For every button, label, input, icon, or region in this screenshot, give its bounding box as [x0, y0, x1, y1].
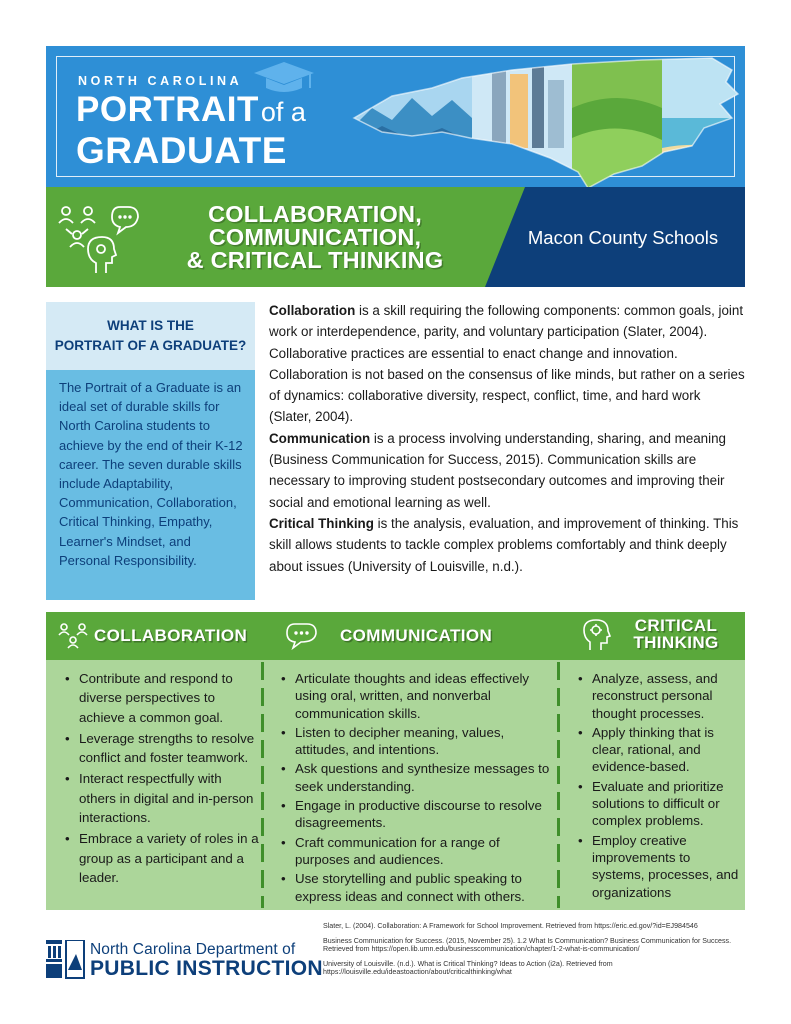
communication-list [279, 670, 557, 907]
list-item: • Employ creative improvements to systems, processes, and organizations [576, 832, 742, 901]
list-item: • Embrace a variety of roles in a group as a participant and a leader. [63, 829, 259, 887]
definition-term: Communication [269, 430, 371, 446]
column-divider [557, 662, 560, 908]
list-item: • Leverage strengths to resolve conflict and foster teamwork. [63, 729, 259, 768]
title-graduate: GRADUATE [76, 130, 287, 171]
banner-title-line: COMMUNICATION, [208, 224, 422, 250]
sidebar-body: The Portrait of a Graduate is an ideal set of durable skills for North Carolina students to achieve by the end of their K-12 career. The seven durable skills include Adaptability, Communication, Collaboration, Critical Thinking, Empathy, Learner's Mindset, and Personal Responsibility. [46, 370, 255, 600]
collaboration-title: COLLABORATION [94, 626, 248, 645]
list-item: • Interact respectfully with others in digital and in-person interactions. [63, 769, 259, 827]
title-connector: of a [260, 97, 306, 127]
definition-text: is the analysis, evaluation, and improvement of thinking. This skill allows students to tackle complex problems comfortably and think deeply about issues (University of Louisville, n.d.). [269, 515, 739, 574]
org-name-line1: North Carolina Department of [90, 941, 296, 958]
state-label: NORTH CAROLINA [78, 74, 243, 88]
banner-title [158, 203, 472, 272]
list-item: • Contribute and respond to diverse perspectives to achieve a common goal. [63, 669, 259, 727]
people-network-icon [58, 622, 88, 650]
definition-text: is a skill requiring the following components: common goals, joint work or interdependence, parity, and voluntary participation (Slater, 2004). Collaborative practices are essential to enact change and innovation. Collaboration is not based on the consensus of like minds, but rather on a series of dynamics: collaborative diversity, respect, conflict, time, and hard work (Slater, 2004). [269, 303, 745, 425]
critical-thinking-title-line: THINKING [633, 633, 719, 652]
definition-communication [269, 428, 745, 513]
definition-critical-thinking [269, 513, 745, 577]
critical-thinking-list [576, 670, 742, 903]
sidebar-heading-line: PORTRAIT OF A GRADUATE? [54, 338, 247, 353]
definition-text: is a process involving understanding, sharing, and meaning (Business Communication for Success, 2015). Communication skills are necessary to improving student postsecondary outcomes and improving their social and emotional learning as well. [269, 430, 727, 510]
skills-banner [46, 187, 745, 287]
org-name-line2: PUBLIC INSTRUCTION [90, 957, 323, 980]
collaboration-list [63, 669, 259, 889]
sidebar-heading-line: WHAT IS THE [107, 318, 194, 333]
definitions-text [269, 300, 745, 577]
title-main: PORTRAIT [76, 90, 259, 129]
banner-title-line: COLLABORATION, [208, 201, 422, 227]
list-item: • Engage in productive discourse to resolve disagreements. [279, 797, 557, 832]
definition-term: Critical Thinking [269, 515, 374, 531]
head-gear-icon [582, 618, 612, 652]
reference-item: Business Communication for Success. (2015, November 25). 1.2 What Is Communication? Business Communication for Success. Retrieved from https://open.lib.umn.edu/businesscommunication/chapter/1-2-what-is-communication/ [323, 936, 732, 954]
list-item: • Apply thinking that is clear, rational, and evidence-based. [576, 724, 742, 776]
speech-bubble-icon [285, 621, 319, 651]
critical-thinking-title-line: CRITICAL [634, 616, 718, 635]
reference-item: University of Louisville. (n.d.). What is Critical Thinking? Ideas to Action (i2a). Retrieved from https://louisville.edu/ideastoaction/about/criticalthinking/what [323, 959, 613, 977]
ncdpi-logo-icon [46, 940, 86, 980]
list-item: • Articulate thoughts and ideas effectively using oral, written, and nonverbal communication skills. [279, 670, 557, 722]
reference-item: Slater, L. (2004). Collaboration: A Framework for School Improvement. Retrieved from https://eric.ed.gov/?id=EJ984546 [323, 922, 698, 930]
definition-term: Collaboration [269, 303, 356, 318]
critical-thinking-title [620, 617, 732, 651]
sidebar-heading [46, 302, 255, 370]
list-item: • Listen to decipher meaning, values, attitudes, and intentions. [279, 724, 557, 759]
banner-title-line: & CRITICAL THINKING [186, 247, 444, 273]
title-portrait [76, 90, 306, 132]
list-item: • Craft communication for a range of purposes and audiences. [279, 834, 557, 869]
list-item: • Analyze, assess, and reconstruct personal thought processes. [576, 670, 742, 722]
references [323, 922, 743, 983]
skills-icons-cluster [54, 201, 174, 275]
definition-collaboration [269, 300, 745, 428]
district-name: Macon County Schools [527, 227, 719, 248]
list-item: • Evaluate and prioritize solutions to difficult or complex problems. [576, 778, 742, 830]
column-divider [261, 662, 264, 908]
portrait-header [46, 46, 745, 187]
graduation-cap-icon [252, 60, 316, 94]
north-carolina-map-illustration [352, 48, 745, 187]
communication-title: COMMUNICATION [340, 626, 493, 645]
list-item: • Use storytelling and public speaking to express ideas and connect with others. [279, 870, 557, 905]
list-item: • Ask questions and synthesize messages to seek understanding. [279, 760, 557, 795]
